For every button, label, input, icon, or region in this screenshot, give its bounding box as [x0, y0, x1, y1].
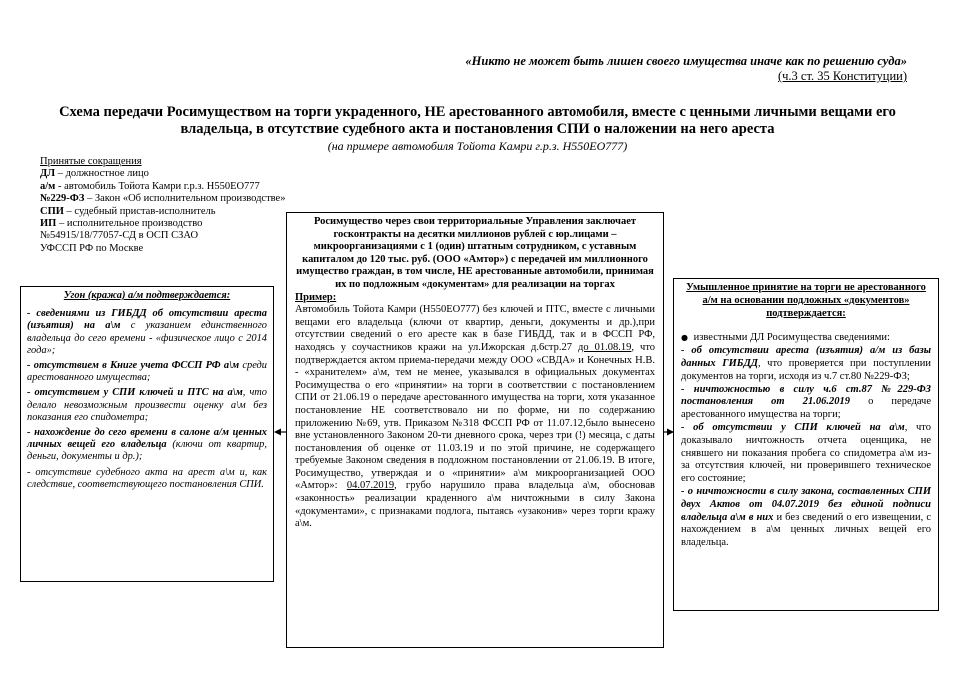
list-item-bold: - нахождение до сего времени в салоне а/м ценных личных вещей его владельца — [27, 427, 267, 451]
list-item — [681, 384, 931, 422]
list-item-text: , что доказывало ничтожность отчета оценщика, не снявшего ни показания пробега со спидометра а\м из-за отсутствия ключей, ни проверившего техническое его состояние; — [681, 421, 931, 485]
abbreviation-term: №229-ФЗ — [40, 193, 85, 205]
list-item-bold: - отсутствием в Книге учета ФССП РФ а\м — [27, 360, 240, 372]
abbreviation-definition: – исполнительное производство — [56, 218, 203, 230]
list-item — [27, 467, 267, 491]
list-item-bold: - об отсутствии у СПИ ключей на а\м — [681, 421, 905, 433]
abbreviation-definition: - автомобиль Тойота Камри г.р.з. Н550ЕО777 — [55, 180, 260, 192]
abbreviations-heading: Принятые сокращения — [40, 156, 142, 167]
abbreviation-extra: №54915/18/77057-СД в ОСП СЗАО — [40, 230, 199, 242]
abbreviation-term: ИП — [40, 218, 57, 230]
example-date: 04.07.2019 — [346, 480, 395, 492]
list-item-bold: - ничтожностью в силу ч.6 ст.87 №229-ФЗ постановления от 21.06.2019 — [681, 383, 931, 408]
left-box-items — [27, 308, 267, 491]
list-item-text: с указанием единственного владельца до сего времени - «физическое лицо с 2014 года»; — [27, 320, 267, 356]
epigraph-quote: «Никто не может быть лишен своего имущества иначе как по решению суда» — [465, 54, 907, 68]
left-box-theft-evidence — [20, 286, 274, 582]
list-item-bold: - о ничтожности в силу закона, составленных СПИ двух Актов от 04.07.2019 без единой подписи владельца а\м в них — [681, 485, 931, 523]
example-date: до 01.08.19 — [578, 341, 632, 353]
abbreviation-definition: – Закон «Об исполнительном производстве» — [84, 193, 286, 205]
list-item-text: о передаче арестованного имущества на торги; — [681, 396, 931, 421]
example-label: Пример: — [295, 291, 337, 303]
list-item-text: , что делало невозможным произвести оценку а\м без показания его спидометра; — [27, 387, 267, 423]
abbreviation-definition: – должностное лицо — [55, 168, 149, 180]
list-item-bold: - отсутствием у СПИ ключей и ПТС на а\м — [27, 387, 243, 399]
list-item — [681, 486, 931, 550]
right-box-intro — [681, 332, 931, 345]
right-box-items — [681, 332, 931, 550]
right-box-title: Умышленное принятие на торги не арестованного а/м на основании подложных «документов» подтверждается: — [686, 282, 926, 319]
example-body-part: Автомобиль Тойота Камри (Н550ЕО777) без ключей и ПТС, вместе с личными вещами его владельца (ключи от квартир, деньги, документы и др.),при отсутствии сведений о его аресте как в базе ГИБДД, так и в ФССП РФ, находясь у соучастников кражи на ул.Ижорская д.6стр.27 — [295, 304, 655, 353]
list-item-bold: - об отсутствии ареста (изъятия) а/м из базы данных ГИБДД — [681, 345, 931, 369]
example-body-part: , что подтверждается актом приема-передачи между ООО «СВДА» и Конечных Н.В. - «хранителем» а\м, тем не менее, указывался в официальных документах Росимущества о его «принятии» на торги в соответствии с постановлением СПИ от 21.06.19 о передаче арестованного имущества на торги, хотя указанное постановление НЕ соответствовало ни по форме, ни по содержанию приложению №69, утв. Приказом №318 ФССП РФ от 11.07.12,было вынесено вне установленного Законом 20-ти дневного срока, через три (!) месяца, с даты постановления об оценке от 11.03.19 и по этой причине, не содержащего требуемые Законом сведения в подложном постановлении от 21.06.19. В итоге, Росимущество, утверждая и о «принятии» а\м микроорганизацией ООО «Амтор»: — [295, 341, 656, 492]
example-body — [295, 304, 655, 531]
right-box-intent-evidence — [673, 278, 939, 611]
bullet-icon: ● — [681, 333, 688, 343]
list-item — [27, 308, 267, 357]
list-item-text: , что проверяется при поступлении документов на торги, исходя из ч.7 ст.80 №229-ФЗ; — [681, 357, 931, 382]
list-item-text: (ключи от квартир, деньги, документы и др.); — [27, 439, 267, 463]
epigraph-reference: (ч.3 ст. 35 Конституции) — [777, 69, 907, 83]
left-box-title: Угон (кража) а/м подтверждается: — [63, 290, 231, 301]
center-box-heading: Росимущество через свои территориальные Управления заключает госконтракты на десятки миллионов рублей с юр.лицами – микроорганизациями с 1 (один) штатным сотрудником, с уставным капиталом до 120 тыс. руб. (ООО «Амтор») с передачей им миллионного имущество граждан, в том числе, НЕ арестованные автомобили, принимая их по подложным «документам» для реализации на торгах — [296, 216, 654, 290]
list-item-text: и без сведений о его извещении, с нахождением в а\м ценных личных вещей его владельца. — [681, 511, 932, 549]
list-item-bold: - сведениями из ГИБДД об отсутствии ареста (изъятия) на а\м — [27, 308, 267, 332]
list-item — [27, 427, 267, 464]
abbreviation-definition: – судебный пристав-исполнитель — [63, 205, 216, 217]
diagram-title: Схема передачи Росимуществом на торги украденного, НЕ арестованного автомобиля, вместе с ценными личными вещами его владельца, в отсутствие судебного акта и постановления СПИ о наложении на него ареста — [59, 104, 896, 137]
abbreviation-extra: УФССП РФ по Москве — [40, 242, 144, 254]
abbreviation-term: а/м — [40, 180, 56, 192]
abbreviation-term: ДЛ — [40, 168, 56, 180]
diagram-subtitle: (на примере автомобиля Тойота Камри г.р.з. Н550ЕО777) — [327, 139, 628, 153]
list-item — [681, 422, 931, 486]
center-box-rosimushchestvo-scheme — [286, 212, 664, 648]
abbreviation-term: СПИ — [40, 205, 64, 217]
right-box-intro-text: известными ДЛ Росимущества сведениями: — [691, 332, 890, 344]
list-item — [681, 345, 931, 383]
list-item — [27, 387, 267, 424]
example-body-part: , грубо нарушило права владельца а\м, обосновав «законность» реализации краденного а\м ничтожными в силу Закона «документами», с признаками подлога, пытаясь «узаконив» через торги кражу а\м. — [295, 480, 655, 530]
list-item-text: среди арестованного имущества; — [27, 360, 267, 384]
list-item — [27, 360, 267, 384]
list-item-text: - отсутствие судебного акта на арест а\м и, как следствие, соответствующего постановления СПИ. — [27, 466, 267, 490]
